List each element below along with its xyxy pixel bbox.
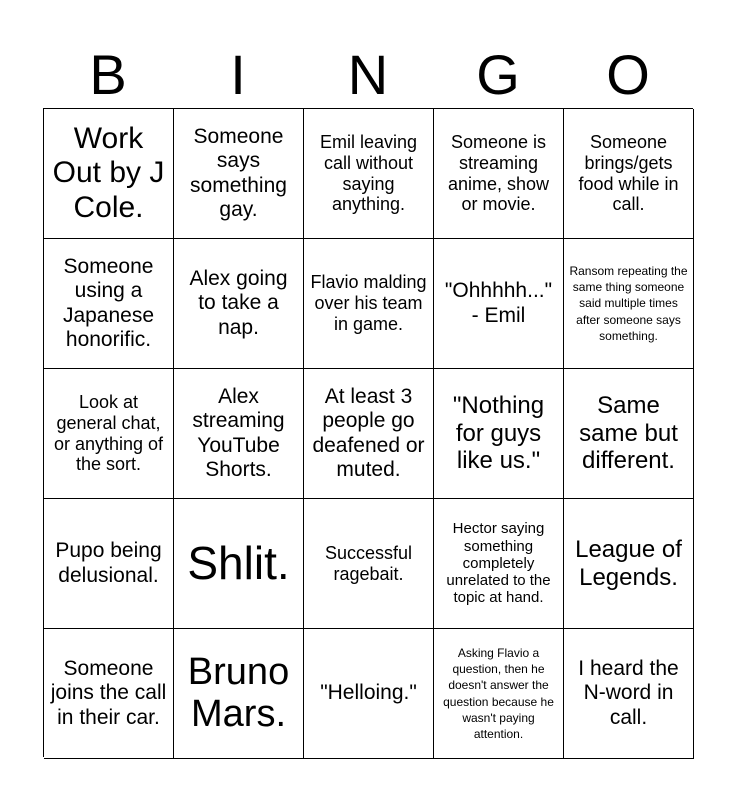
bingo-cell[interactable]: [564, 369, 694, 499]
bingo-cell[interactable]: [44, 109, 174, 239]
bingo-cell[interactable]: [564, 239, 694, 369]
bingo-cell[interactable]: [174, 239, 304, 369]
bingo-cell[interactable]: [434, 499, 564, 629]
cell-text: Alex going to take a nap.: [189, 267, 288, 339]
cell-text: Hector saying something completely unrelated to the topic at hand.: [446, 520, 551, 607]
cell-text: Successful ragebait.: [324, 542, 413, 584]
bingo-cell[interactable]: [304, 239, 434, 369]
bingo-cell[interactable]: [174, 499, 304, 629]
cell-text: Someone using a Japanese honorific.: [62, 255, 155, 351]
cell-text: Someone says something gay.: [190, 125, 287, 221]
cell-text: Someone is streaming anime, show or movie.: [447, 132, 550, 215]
header-letter-g: G: [476, 43, 520, 106]
cell-text: Work Out by J Cole.: [52, 121, 165, 224]
bingo-cell[interactable]: [304, 369, 434, 499]
bingo-header: [43, 40, 693, 110]
header-letter-n: N: [347, 43, 389, 106]
header-letter-b: B: [89, 43, 127, 106]
header-letter-o: O: [606, 43, 650, 106]
bingo-cell[interactable]: [304, 499, 434, 629]
cell-text: Bruno Mars.: [187, 650, 290, 735]
cell-text: Same same but different.: [579, 392, 678, 475]
cell-text: At least 3 people go deafened or muted.: [312, 385, 425, 481]
cell-text: Pupo being delusional.: [55, 539, 162, 587]
bingo-cell[interactable]: [44, 499, 174, 629]
bingo-cell[interactable]: [174, 629, 304, 759]
cell-text: Flavio malding over his team in game.: [310, 272, 427, 334]
bingo-cell[interactable]: [564, 629, 694, 759]
cell-text: "Nothing for guys like us.": [452, 392, 545, 475]
cell-text: Ransom repeating the same thing someone said multiple times after someone says something.: [569, 264, 688, 343]
header-letter-i: I: [230, 43, 246, 106]
cell-text: "Ohhhhh..." - Emil: [444, 279, 553, 327]
bingo-cell[interactable]: [44, 629, 174, 759]
bingo-cell[interactable]: [174, 109, 304, 239]
bingo-cell[interactable]: [44, 369, 174, 499]
bingo-cell[interactable]: [434, 239, 564, 369]
cell-text: Look at general chat, or anything of the sort.: [53, 392, 164, 475]
bingo-cell[interactable]: [304, 629, 434, 759]
cell-text: "Helloing.": [320, 681, 417, 705]
cell-text: Someone joins the call in their car.: [50, 657, 167, 729]
bingo-cell[interactable]: [564, 499, 694, 629]
bingo-cell[interactable]: [44, 239, 174, 369]
bingo-cell[interactable]: [434, 109, 564, 239]
cell-text: I heard the N-word in call.: [578, 657, 679, 729]
cell-text: League of Legends.: [575, 535, 682, 591]
bingo-cell[interactable]: [564, 109, 694, 239]
cell-text: Emil leaving call without saying anything.: [319, 132, 418, 215]
bingo-cell[interactable]: [304, 109, 434, 239]
bingo-grid: [43, 108, 693, 757]
cell-text: Asking Flavio a question, then he doesn't answer the question because he wasn't paying attention.: [443, 645, 554, 741]
cell-text: Shlit.: [187, 537, 290, 590]
bingo-cell[interactable]: [174, 369, 304, 499]
bingo-cell[interactable]: [434, 369, 564, 499]
cell-text: Someone brings/gets food while in call.: [578, 132, 679, 215]
bingo-cell[interactable]: [434, 629, 564, 759]
cell-text: Alex streaming YouTube Shorts.: [192, 385, 285, 481]
